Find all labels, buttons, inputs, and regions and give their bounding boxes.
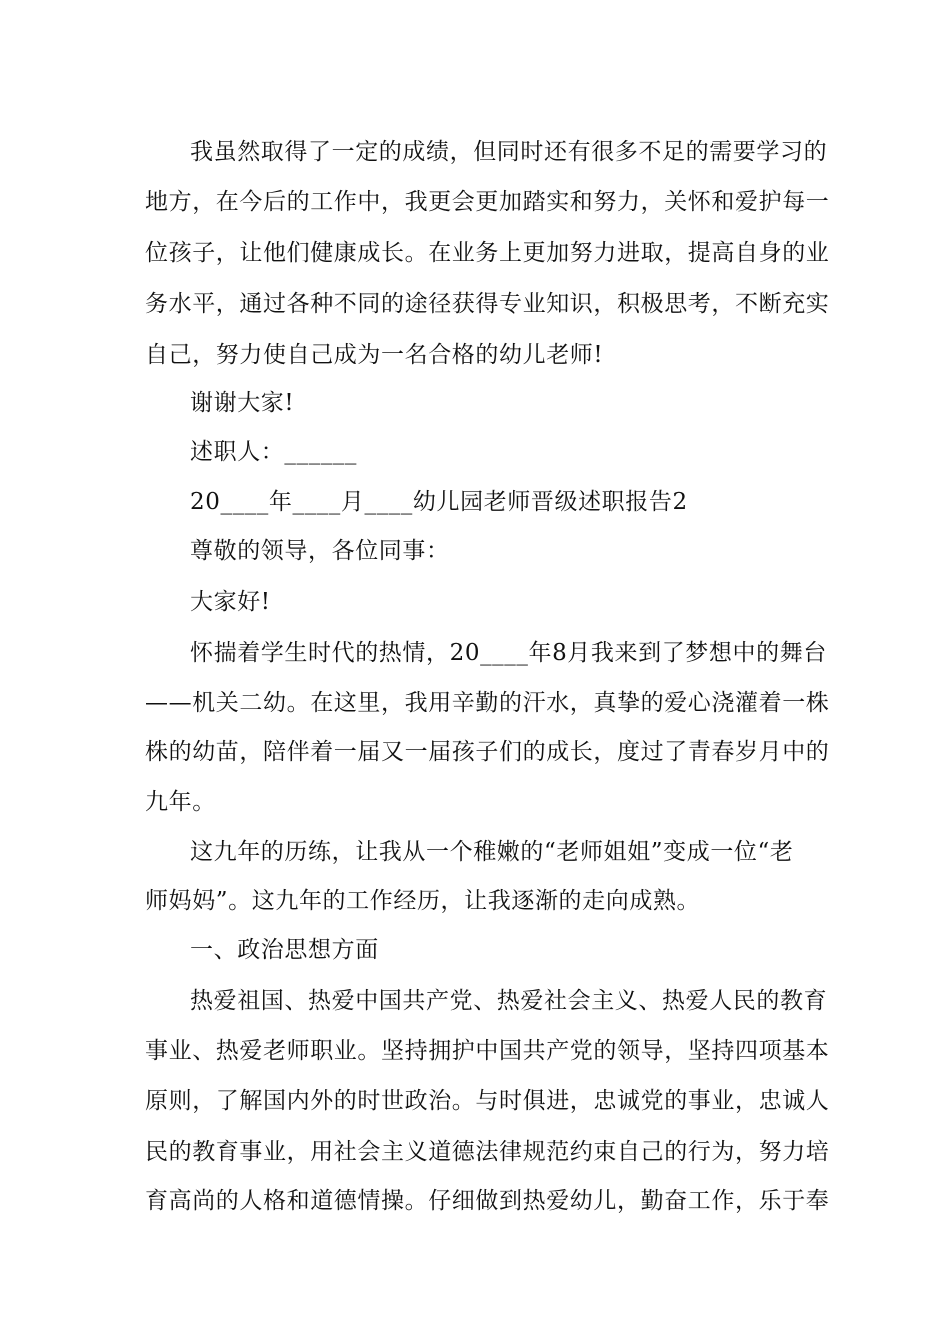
text-line: 务水平，通过各种不同的途径获得专业知识，积极思考，不断充实	[145, 291, 830, 317]
greeting: 大家好!	[190, 589, 271, 615]
text-line: ——机关二幼。在这里，我用辛勤的汗水，真挚的爱心浇灌着一株	[145, 690, 830, 716]
text-line: 事业、热爱老师职业。坚持拥护中国共产党的领导，坚持四项基本	[145, 1038, 830, 1064]
text-line: 这九年的历练，让我从一个稚嫩的“老师姐姐”变成一位“老	[190, 839, 794, 865]
text-line: 谢谢大家!	[190, 390, 295, 416]
salutation: 尊敬的领导，各位同事：	[190, 538, 450, 564]
signature-line: 述职人：______	[190, 439, 357, 465]
text-line: 位孩子，让他们健康成长。在业务上更加努力进取，提高自身的业	[145, 240, 830, 266]
text-line: 怀揣着学生时代的热情，20____年8月我来到了梦想中的舞台	[190, 640, 827, 666]
section-heading: 一、政治思想方面	[190, 937, 379, 963]
text-line: 地方，在今后的工作中，我更会更加踏实和努力，关怀和爱护每一	[145, 189, 830, 215]
text-line: 育高尚的人格和道德情操。仔细做到热爱幼儿，勤奋工作，乐于奉	[145, 1188, 830, 1214]
text-line: 师妈妈”。这九年的工作经历，让我逐渐的走向成熟。	[145, 888, 701, 914]
text-line: 九年。	[145, 789, 216, 815]
text-line: 民的教育事业，用社会主义道德法律规范约束自己的行为，努力培	[145, 1139, 830, 1165]
text-line: 原则，了解国内外的时世政治。与时俱进，忠诚党的事业，忠诚人	[145, 1088, 830, 1114]
report-title: 20____年____月____幼儿园老师晋级述职报告2	[190, 489, 688, 515]
text-line: 热爱祖国、热爱中国共产党、热爱社会主义、热爱人民的教育	[190, 988, 828, 1014]
text-line: 我虽然取得了一定的成绩，但同时还有很多不足的需要学习的	[190, 139, 828, 165]
text-line: 株的幼苗，陪伴着一届又一届孩子们的成长，度过了青春岁月中的	[145, 739, 830, 765]
text-line: 自己，努力使自己成为一名合格的幼儿老师!	[145, 342, 604, 368]
